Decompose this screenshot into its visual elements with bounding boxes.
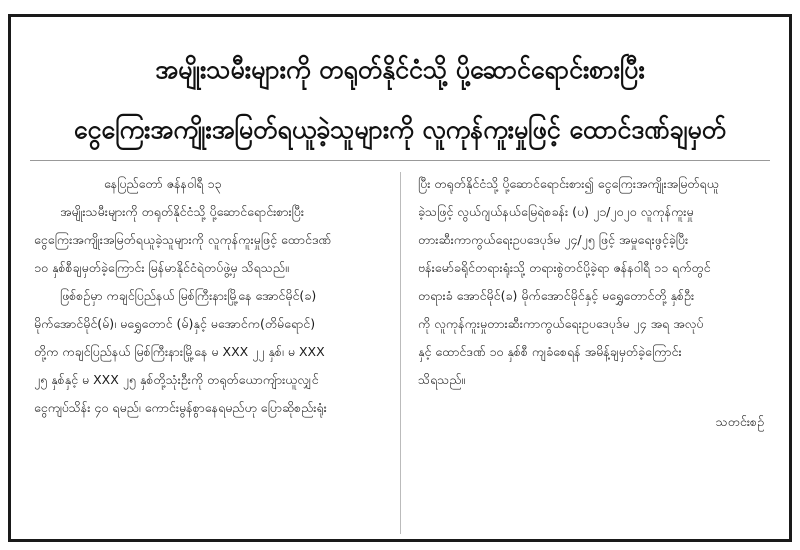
body-line: ဖြစ်စဉ်မှာ ကချင်ပြည်နယ် မြစ်ကြီးနားမြို့နေ အောင်မိုင်(ခ) [60, 288, 317, 303]
body-line: တို့က ကချင်ပြည်နယ် မြစ်ကြီးနားမြို့နေ မ XXX ၂၂ နှစ်၊ မ XXX [34, 344, 325, 359]
body-line: ခဲ့သဖြင့် လွယ်ဂျယ်နယ်မြေရဲစခန်း (ပ) ၂၁/၂၀၂၀ လူကုန်ကူးမှု [418, 204, 694, 219]
body-line: တားဆီးကာကွယ်ရေးဥပဒေပုဒ်မ ၂၄/၂၅ ဖြင့် အမှုရေးဖွင့်ခဲ့ပြီး [418, 232, 689, 247]
body-line: ဗန်းမော်ခရိုင်တရားရုံးသို့ တရားစွဲတင်ပို့ခဲ့ရာ ဇန်နဝါရီ ၁၁ ရက်တွင် [418, 260, 711, 275]
body-line: ၂၅ နှစ်နှင့် မ XXX ၂၅ နှစ်တို့သုံးဦးကို တရုတ်ယောကျ်ားယူလျှင် [34, 372, 319, 387]
article-column-left [34, 170, 384, 422]
headline [30, 40, 770, 160]
body-line: အမျိုးသမီးများကို တရုတ်နိုင်ငံသို့ ပို့ဆောင်ရောင်းစားပြီး [60, 204, 305, 219]
article-column-right [418, 170, 770, 436]
headline-line-2: ငွေကြေးအကျိုးအမြတ်ရယူခဲ့သူများကို လူကုန်ကူးမှုဖြင့် ထောင်ဒဏ်ချမှတ် [73, 115, 727, 144]
body-line: နှင့် ထောင်ဒဏ် ၁၀ နှစ်စီ ကျခံစေရန် အမိန့်ချမှတ်ခဲ့ကြောင်း [418, 344, 682, 359]
headline-line-1: အမျိုးသမီးများကို တရုတ်နိုင်ငံသို့ ပို့ဆောင်ရောင်းစားပြီး [155, 55, 645, 84]
body-line: ၁၀ နှစ်စီချမှတ်ခဲ့ကြောင်း မြန်မာနိုင်ငံရဲတပ်ဖွဲ့မှ သိရသည်။ [34, 260, 289, 275]
byline-signature: သတင်းစဉ် [715, 414, 764, 429]
column-rule [400, 172, 401, 534]
body-line: ငွေကျပ်သိန်း ၄၀ ရမည်၊ ကောင်းမွန်စွာနေရမည်ဟု ပြောဆိုစည်းရုံး [34, 400, 327, 415]
body-line: ပြီး တရုတ်နိုင်ငံသို့ ပို့ဆောင်ရောင်းစား၍ ငွေကြေးအကျိုးအမြတ်ရယူ [418, 176, 719, 191]
body-line: မိုက်အောင်မိုင်(မ်)၊ မရွှေတောင် (မ်)နှင့် မအောင်က(တိမ်ရောင်) [34, 316, 316, 331]
body-line: သိရသည်။ [418, 372, 466, 387]
dateline: နေပြည်တော် ဇန်နဝါရီ ၁၃ [104, 176, 222, 191]
body-line: ကို လူကုန်ကူးမှုတားဆီးကာကွယ်ရေးဥပဒေပုဒ်မ ၂၄ အရ အလုပ် [418, 316, 704, 331]
body-line: ငွေကြေးအကျိုးအမြတ်ရယူခဲ့သူများကို လူကုန်ကူးမှုဖြင့် ထောင်ဒဏ် [34, 232, 332, 247]
headline-divider [30, 160, 770, 161]
body-line: တရားခံ အောင်မိုင်(ခ) မိုက်အောင်မိုင်နှင့် မရွှေတောင်တို့ နှစ်ဦး [418, 288, 695, 303]
